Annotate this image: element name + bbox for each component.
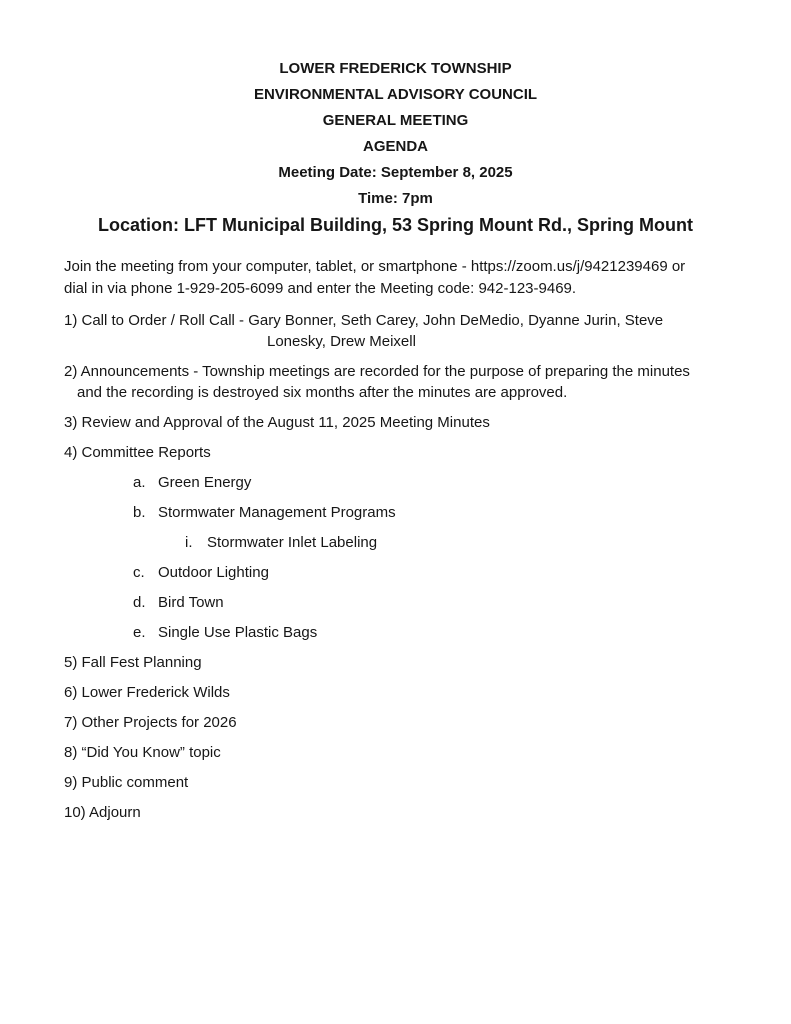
committee-subitem-stormwater-inlet-labeling	[185, 532, 727, 553]
join-instructions-paragraph	[64, 256, 727, 300]
agenda-item-1	[64, 310, 727, 352]
meeting-location: Location: LFT Municipal Building, 53 Spring Mount Rd., Spring Mount	[98, 215, 693, 235]
meeting-date: Meeting Date: September 8, 2025	[278, 164, 513, 181]
agenda-item-2-line1: 2) Announcements - Township meetings are recorded for the purpose of preparing the minutes	[64, 363, 690, 380]
agenda-item-2	[64, 361, 727, 403]
agenda-item-4	[64, 442, 727, 463]
document-header	[64, 56, 727, 239]
committee-reports-sublist	[64, 472, 727, 643]
committee-item-bird-town	[133, 592, 727, 613]
committee-item-label: Stormwater Inlet Labeling	[207, 534, 378, 551]
document-content	[64, 56, 727, 832]
list-marker: i.	[185, 534, 193, 551]
list-marker: a.	[133, 474, 146, 491]
agenda-item-9-text: 9) Public comment	[64, 774, 189, 791]
committee-item-label: Outdoor Lighting	[158, 564, 269, 581]
list-marker: e.	[133, 624, 146, 641]
list-marker: b.	[133, 504, 146, 521]
agenda-item-2-line2: and the recording is destroyed six months after the minutes are approved.	[77, 384, 568, 401]
org-name-line2: ENVIRONMENTAL ADVISORY COUNCIL	[253, 86, 538, 103]
agenda-item-4-text: 4) Committee Reports	[64, 444, 211, 461]
meeting-time: Time: 7pm	[358, 190, 433, 207]
agenda-item-1-line2: Lonesky, Drew Meixell	[267, 333, 416, 350]
list-marker: d.	[133, 594, 146, 611]
join-instructions-line1: Join the meeting from your computer, tablet, or smartphone - https://zoom.us/j/9421239469 or	[64, 258, 686, 275]
agenda-item-10-text: 10) Adjourn	[64, 804, 141, 821]
agenda-item-8-text: 8) “Did You Know” topic	[64, 744, 221, 761]
document-title: AGENDA	[362, 138, 428, 155]
agenda-item-8	[64, 742, 727, 763]
agenda-item-6	[64, 682, 727, 703]
join-instructions-line2: dial in via phone 1-929-205-6099 and enter the Meeting code: 942-123-9469.	[64, 280, 577, 297]
agenda-item-5	[64, 652, 727, 673]
org-name-line1: LOWER FREDERICK TOWNSHIP	[279, 60, 512, 77]
committee-item-stormwater-management	[133, 502, 727, 523]
agenda-item-7	[64, 712, 727, 733]
agenda-item-1-line1: 1) Call to Order / Roll Call - Gary Bonner, Seth Carey, John DeMedio, Dyanne Jurin, Steve	[64, 312, 664, 329]
agenda-item-10	[64, 802, 727, 823]
agenda-item-7-text: 7) Other Projects for 2026	[64, 714, 237, 731]
agenda-item-3	[64, 412, 727, 433]
list-marker: c.	[133, 564, 145, 581]
agenda-list	[64, 310, 727, 823]
committee-item-green-energy	[133, 472, 727, 493]
agenda-item-9	[64, 772, 727, 793]
agenda-item-6-text: 6) Lower Frederick Wilds	[64, 684, 230, 701]
committee-item-label: Stormwater Management Programs	[158, 504, 396, 521]
agenda-item-5-text: 5) Fall Fest Planning	[64, 654, 202, 671]
committee-item-label: Green Energy	[158, 474, 252, 491]
agenda-item-3-text: 3) Review and Approval of the August 11, 2025 Meeting Minutes	[64, 414, 490, 431]
committee-item-outdoor-lighting	[133, 562, 727, 583]
committee-item-single-use-plastic-bags	[133, 622, 727, 643]
committee-item-label: Bird Town	[158, 594, 224, 611]
committee-item-label: Single Use Plastic Bags	[158, 624, 318, 641]
meeting-type: GENERAL MEETING	[322, 112, 469, 129]
